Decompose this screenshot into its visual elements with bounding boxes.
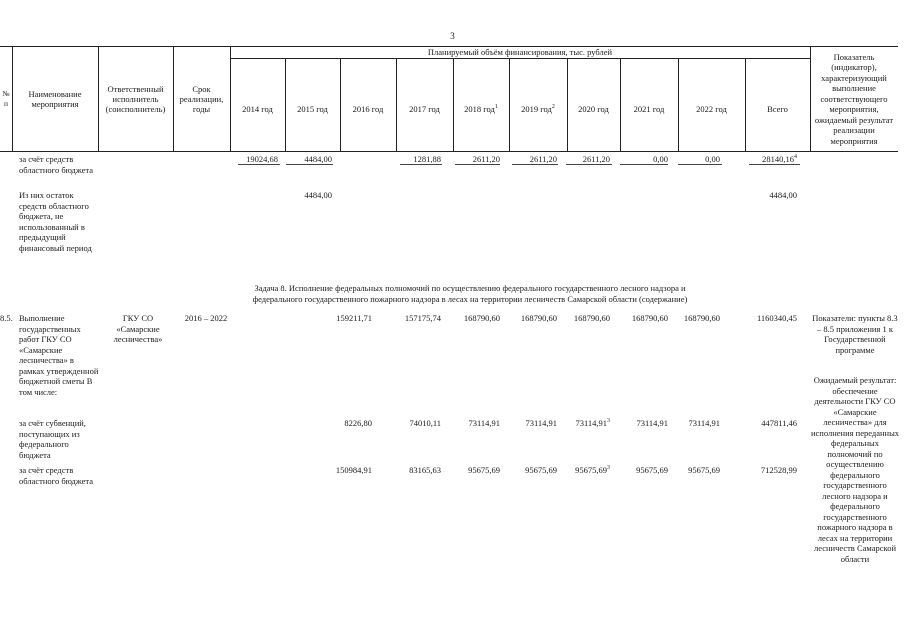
task-title-line-2: федерального государственного пожарного надзора в лесах на территории лесничеств Самарской области (содержание) xyxy=(252,294,688,304)
item-responsible: ГКУ СО «Самарские лесничества» xyxy=(113,313,163,344)
year-header-4: 2018 год$^1$ xyxy=(464,104,498,114)
task-title-line-1: Задача 8. Исполнение федеральных полномочий по осуществлению федерального государственного лесного надзора и xyxy=(254,283,686,293)
value-cell: 168790,60 xyxy=(520,313,557,323)
value-cell: 159211,71 xyxy=(336,313,372,323)
value-underline xyxy=(620,164,668,165)
year-header-9: Всего xyxy=(767,104,788,114)
value-cell: 168790,60 xyxy=(683,313,720,323)
value-cell: 2611,20 xyxy=(472,154,500,164)
value-cell: 0,00 xyxy=(705,154,720,164)
value-cell: 95675,69 xyxy=(688,465,720,475)
value-underline xyxy=(678,164,722,165)
value-cell: 0,00 xyxy=(653,154,668,164)
year-header-1: 2015 год xyxy=(297,104,328,114)
year-header-2: 2016 год xyxy=(352,104,384,114)
year-header-6: 2020 год xyxy=(578,104,609,114)
indicator-title: Показатели: пункты 8.3 – 8.5 приложения 1 к Государственной программе xyxy=(812,313,898,355)
value-underline xyxy=(566,164,612,165)
page-number: 3 xyxy=(450,31,455,41)
value-cell: 4484,00 xyxy=(304,190,332,200)
col-name-header: Наименование мероприятия xyxy=(28,89,82,109)
value-cell: 95675,69 xyxy=(636,465,668,475)
value-cell: 95675,69$^3$ xyxy=(575,465,610,475)
value-underline xyxy=(455,164,500,165)
value-cell: 168790,60 xyxy=(463,313,500,323)
value-cell: 83165,63 xyxy=(409,465,441,475)
value-cell: 4484,00 xyxy=(769,190,797,200)
value-cell: 447811,46 xyxy=(761,418,797,428)
year-header-8: 2022 год xyxy=(696,104,727,114)
value-cell: 28140,16$^4$ xyxy=(762,154,797,164)
row-label: Из них остаток средств областного бюджета, не использованный в предыдущий финансовый период xyxy=(19,190,92,253)
value-cell: 95675,69 xyxy=(525,465,557,475)
value-underline xyxy=(286,164,333,165)
item-number: 8.5. xyxy=(0,313,13,323)
year-header-7: 2021 год xyxy=(633,104,665,114)
sub-row-label: за счёт субвенций, поступающих из федерального бюджета xyxy=(19,418,86,460)
year-header-5: 2019 год$^2$ xyxy=(521,104,555,114)
value-underline xyxy=(400,164,442,165)
col-indicator-header: Показатель (индикатор), характеризующий выполнение соответствующего мероприятия, ожидаемый результат реализации мероприятия xyxy=(814,51,894,146)
col-term-header: Срок реализации, годы xyxy=(179,84,224,114)
year-header-3: 2017 год xyxy=(409,104,440,114)
value-cell: 1281,88 xyxy=(413,154,441,164)
table-header xyxy=(0,46,898,152)
value-underline xyxy=(512,164,558,165)
value-underline xyxy=(238,164,280,165)
value-cell: 150984,91 xyxy=(335,465,372,475)
sub-row-label: за счёт средств областного бюджета xyxy=(19,465,94,486)
value-cell: 712528,99 xyxy=(760,465,797,475)
item-name: Выполнение государственных работ ГКУ СО «Самарские лесничества» в рамках утвержденной бюджетной сметы В том числе: xyxy=(19,313,99,397)
value-underline xyxy=(749,164,800,165)
item-term: 2016 – 2022 xyxy=(184,313,228,323)
year-header-0: 2014 год xyxy=(242,104,273,114)
value-cell: 168790,60 xyxy=(631,313,668,323)
value-cell: 74010,11 xyxy=(409,418,441,428)
value-cell: 73114,91 xyxy=(688,418,720,428)
col-financing-header: Планируемый объём финансирования, тыс. рублей xyxy=(427,47,613,57)
value-cell: 73114,91 xyxy=(525,418,557,428)
value-cell: 2611,20 xyxy=(529,154,557,164)
value-cell: 168790,60 xyxy=(573,313,610,323)
value-cell: 73114,91 xyxy=(636,418,668,428)
value-cell: 95675,69 xyxy=(468,465,500,475)
value-cell: 157175,74 xyxy=(404,313,441,323)
value-cell: 8226,80 xyxy=(344,418,372,428)
value-cell: 73114,91$^3$ xyxy=(575,418,610,428)
row-label: за счёт средств областного бюджета xyxy=(19,154,94,175)
value-cell: 4484,00 xyxy=(304,154,332,164)
col-num-header: № п xyxy=(2,89,10,108)
col-responsible-header: Ответственный исполнитель (соисполнитель) xyxy=(105,84,166,114)
value-cell: 19024,68 xyxy=(246,154,278,164)
value-cell: 73114,91 xyxy=(468,418,500,428)
indicator-result: Ожидаемый результат: обеспечение деятельности ГКУ СО «Самарские лесничества» для исполнения переданных федеральных полномочий по осуществлению федерального государственного лесного надзора и федерального государственного пожарного надзора в лесах на территории лесничеств Самарской области xyxy=(810,375,900,564)
value-cell: 1160340,45 xyxy=(756,313,797,323)
value-cell: 2611,20 xyxy=(582,154,610,164)
